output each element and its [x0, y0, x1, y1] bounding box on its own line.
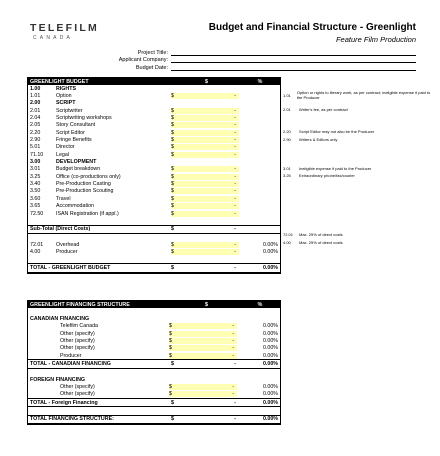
financing-percent: 0.00%: [262, 323, 278, 330]
note-code: 2.90: [283, 136, 291, 142]
financing-source: Other (specify): [60, 338, 95, 345]
budget-code: 2.05: [30, 122, 41, 129]
budget-description: Office (co-productions only): [56, 173, 121, 180]
total-budget-percent: 0.00%: [262, 264, 278, 271]
budget-description: Accommodation: [56, 203, 94, 210]
financing-amount-cell[interactable]: -: [173, 323, 237, 329]
budget-header: [28, 78, 280, 85]
budget-amount-cell[interactable]: -: [175, 188, 239, 194]
note-code: 4.00: [283, 239, 291, 245]
budget-line-row: [28, 85, 280, 92]
note-code: 2.01: [283, 107, 291, 113]
note-text: Writers & Editors only: [299, 136, 338, 142]
spacer: [28, 308, 280, 315]
project-title-field[interactable]: [171, 49, 416, 56]
budget-description: SCRIPT: [56, 100, 76, 107]
budget-line-row: [28, 100, 280, 107]
financing-header-currency: $: [205, 301, 208, 308]
overhead-row: [28, 241, 280, 248]
budget-line-row: [28, 188, 280, 195]
note-code: 72.01: [283, 232, 294, 238]
note-text: Script Editor may not also be the Producer: [299, 129, 375, 135]
total-financing-percent: 0.00%: [262, 416, 278, 423]
financing-percent: 0.00%: [262, 384, 278, 391]
financing-row: [28, 337, 280, 344]
budget-code: 3.65: [30, 203, 41, 210]
financing-source: Other (specify): [60, 330, 95, 337]
foreign-total-percent: 0.00%: [262, 399, 278, 406]
budget-description: Director: [56, 144, 75, 151]
subtotal-amount: -: [234, 226, 236, 233]
financing-currency: $: [169, 338, 172, 345]
budget-currency: $: [171, 181, 174, 188]
budget-line-row: [28, 210, 280, 217]
note-text: Option or rights to literary work, as per contract; ineligible expense if paid to the Producer: [296, 90, 431, 101]
budget-note: [283, 165, 433, 172]
budget-note: [283, 128, 433, 135]
foreign-financing-title-row: [28, 376, 280, 383]
budget-line-row: [28, 92, 280, 99]
financing-source: Other (specify): [60, 384, 95, 391]
note-code: 1.01: [283, 92, 291, 98]
budget-header-title: GREENLIGHT BUDGET: [30, 78, 89, 85]
budget-description: Pre-Production Scouting: [56, 188, 114, 195]
subtotal-label: Sub-Total (Direct Costs): [30, 226, 91, 233]
subtotal-currency: $: [171, 226, 174, 233]
total-financing-amount: -: [234, 416, 236, 423]
budget-note: [283, 135, 433, 142]
financing-source: Other (specify): [60, 391, 95, 398]
financing-percent: 0.00%: [262, 330, 278, 337]
budget-code: 71.10: [30, 151, 44, 158]
budget-description: Script Editor: [56, 129, 85, 136]
budget-line-row: [28, 203, 280, 210]
canadian-financing-title: CANADIAN FINANCING: [30, 316, 90, 323]
applicant-company-field[interactable]: [171, 56, 416, 63]
note-text: Ineligible expense if paid to the Producer: [299, 166, 372, 172]
budget-code: 3.01: [30, 166, 41, 173]
budget-currency: $: [171, 137, 174, 144]
total-budget-currency: $: [171, 264, 174, 271]
budget-currency: $: [171, 115, 174, 122]
budget-line-row: [28, 173, 280, 180]
budget-amount-cell[interactable]: -: [175, 130, 239, 136]
note-text: Extraordinary phone/fax/courier: [299, 173, 355, 179]
financing-source: Telefilm Canada: [60, 323, 98, 330]
note-text: Writer's fee, as per contract: [299, 107, 348, 113]
total-budget-amount: -: [234, 264, 236, 271]
financing-amount-cell[interactable]: -: [173, 353, 237, 359]
spacer: [28, 217, 280, 224]
foreign-total-label: TOTAL - Foreign Financing: [30, 399, 98, 406]
overhead-amount-cell[interactable]: -: [175, 249, 239, 255]
budget-code: 5.01: [30, 144, 41, 151]
total-budget-label: TOTAL - GREENLIGHT BUDGET: [30, 264, 111, 271]
budget-note: [283, 238, 433, 245]
budget-amount-cell[interactable]: -: [175, 137, 239, 143]
financing-percent: 0.00%: [262, 391, 278, 398]
canadian-total-amount: -: [234, 361, 236, 368]
logo-wordmark: TELEFILM: [30, 22, 99, 34]
financing-header: [28, 301, 280, 308]
financing-row: [28, 391, 280, 398]
financing-currency: $: [169, 391, 172, 398]
budget-amount-cell[interactable]: -: [175, 152, 239, 158]
overhead-currency: $: [171, 241, 174, 248]
note-code: 3.25: [283, 173, 291, 179]
financing-currency: $: [169, 345, 172, 352]
budget-note: [283, 231, 433, 238]
budget-description: Scriptwriting workshops: [56, 115, 112, 122]
document-header: [209, 22, 416, 44]
financing-currency: $: [169, 323, 172, 330]
financing-currency: $: [169, 352, 172, 359]
budget-header-currency: $: [205, 78, 208, 85]
spacer: [28, 256, 280, 263]
overhead-percent: 0.00%: [262, 249, 278, 256]
budget-description: RIGHTS: [56, 85, 77, 92]
foreign-financing-rows: [28, 383, 280, 398]
page-subtitle: Feature Film Production: [335, 35, 416, 44]
overhead-description: Producer: [56, 249, 78, 256]
budget-line-row: [28, 166, 280, 173]
budget-currency: $: [171, 144, 174, 151]
applicant-company-row: [40, 56, 416, 64]
budget-line-row: [28, 129, 280, 136]
budget-currency: $: [171, 188, 174, 195]
financing-amount-cell[interactable]: -: [173, 384, 237, 390]
budget-description: Legal: [56, 151, 69, 158]
budget-rows: [28, 85, 280, 217]
budget-amount-cell[interactable]: -: [175, 166, 239, 172]
financing-currency: $: [169, 330, 172, 337]
budget-description: Pre-Production Casting: [56, 181, 111, 188]
budget-code: 2.20: [30, 129, 41, 136]
budget-currency: $: [171, 93, 174, 100]
canadian-total-currency: $: [171, 361, 174, 368]
budget-amount-cell[interactable]: -: [175, 108, 239, 114]
financing-amount-cell[interactable]: -: [173, 331, 237, 337]
budget-currency: $: [171, 203, 174, 210]
financing-structure-table: [27, 300, 281, 425]
budget-amount-cell[interactable]: -: [175, 181, 239, 187]
budget-code: 2.00: [30, 100, 41, 107]
budget-currency: $: [171, 122, 174, 129]
overhead-code: 72.01: [30, 241, 44, 248]
budget-currency: $: [171, 173, 174, 180]
budget-code: 2.90: [30, 137, 41, 144]
overhead-amount-cell[interactable]: -: [175, 242, 239, 248]
budget-code: 72.50: [30, 210, 44, 217]
financing-source: Other (specify): [60, 345, 95, 352]
budget-amount-cell[interactable]: -: [175, 122, 239, 128]
budget-date-field[interactable]: [171, 64, 416, 71]
spacer: [28, 234, 280, 241]
budget-currency: $: [171, 151, 174, 158]
note-code: 2.20: [283, 129, 291, 135]
budget-amount-cell[interactable]: -: [175, 144, 239, 150]
budget-date-label: Budget Date:: [135, 64, 168, 71]
overhead-description: Overhead: [56, 241, 80, 248]
financing-currency: $: [169, 384, 172, 391]
budget-line-row: [28, 114, 280, 121]
canadian-financing-title-row: [28, 315, 280, 322]
spacer: [28, 407, 280, 414]
foreign-total-row: [28, 398, 280, 407]
budget-description: ISAN Registration (if appl.): [56, 210, 119, 217]
total-budget-row: [28, 263, 280, 272]
page-title: Budget and Financial Structure - Greenlight: [208, 22, 416, 33]
spacer: [28, 369, 280, 376]
budget-code: 3.60: [30, 195, 41, 202]
budget-line-row: [28, 151, 280, 158]
foreign-total-amount: -: [234, 399, 236, 406]
budget-description: Scriptwriter: [56, 107, 83, 114]
financing-row: [28, 383, 280, 390]
budget-description: Fringe Benefits: [56, 137, 92, 144]
greenlight-budget-table: [27, 77, 281, 274]
canadian-financing-rows: [28, 323, 280, 360]
budget-note: [283, 172, 433, 179]
total-financing-label: TOTAL FINANCING STRUCTURE:: [30, 416, 114, 423]
applicant-company-label: Applicant Company:: [118, 57, 168, 63]
financing-amount-cell[interactable]: -: [173, 345, 237, 351]
budget-code: 3.00: [30, 159, 41, 166]
financing-percent: 0.00%: [262, 352, 278, 359]
logo-subtitle: CANADA: [33, 35, 74, 41]
budget-note: [283, 90, 433, 101]
note-text: Max. 25% of direct costs: [299, 232, 343, 238]
financing-row: [28, 330, 280, 337]
financing-header-title: GREENLIGHT FINANCING STRUCTURE: [30, 301, 130, 308]
budget-code: 3.25: [30, 173, 41, 180]
telefilm-logo: [30, 22, 99, 41]
project-info: [40, 48, 416, 71]
budget-note: [283, 106, 433, 113]
budget-line-row: [28, 107, 280, 114]
budget-code: 3.50: [30, 188, 41, 195]
canadian-total-label: TOTAL - CANADIAN FINANCING: [30, 361, 111, 368]
budget-amount-cell[interactable]: -: [175, 211, 239, 217]
total-financing-row: [28, 415, 280, 424]
budget-code: 1.00: [30, 85, 41, 92]
overhead-code: 4.00: [30, 249, 41, 256]
overhead-percent: 0.00%: [262, 241, 278, 248]
budget-line-row: [28, 144, 280, 151]
budget-description: Story Consultant: [56, 122, 96, 129]
budget-currency: $: [171, 129, 174, 136]
budget-amount-cell[interactable]: -: [175, 196, 239, 202]
budget-line-row: [28, 136, 280, 143]
overhead-rows: [28, 241, 280, 256]
overhead-row: [28, 249, 280, 256]
budget-currency: $: [171, 166, 174, 173]
financing-amount-cell[interactable]: -: [173, 338, 237, 344]
project-title-row: [40, 48, 416, 56]
note-code: 3.01: [283, 166, 291, 172]
note-text: Max. 25% of direct costs: [299, 239, 343, 245]
financing-source: Producer: [60, 352, 82, 359]
financing-percent: 0.00%: [262, 338, 278, 345]
project-title-label: Project Title:: [137, 49, 168, 56]
budget-line-row: [28, 158, 280, 165]
foreign-financing-title: FOREIGN FINANCING: [30, 376, 86, 383]
budget-code: 1.01: [30, 93, 41, 100]
canadian-total-row: [28, 359, 280, 368]
budget-currency: $: [171, 210, 174, 217]
budget-description: DEVELOPMENT: [56, 159, 97, 166]
budget-amount-cell[interactable]: -: [175, 115, 239, 121]
budget-code: 3.40: [30, 181, 41, 188]
subtotal-row: [28, 225, 280, 234]
financing-percent: 0.00%: [262, 345, 278, 352]
financing-amount-cell[interactable]: -: [173, 391, 237, 397]
budget-line-row: [28, 195, 280, 202]
foreign-total-currency: $: [171, 399, 174, 406]
financing-row: [28, 352, 280, 359]
overhead-currency: $: [171, 249, 174, 256]
budget-date-row: [40, 63, 416, 71]
budget-code: 2.01: [30, 107, 41, 114]
budget-description: Option: [56, 93, 72, 100]
canadian-total-percent: 0.00%: [262, 361, 278, 368]
financing-row: [28, 345, 280, 352]
budget-code: 2.04: [30, 115, 41, 122]
budget-amount-cell[interactable]: -: [175, 174, 239, 180]
budget-description: Budget breakdown: [56, 166, 101, 173]
budget-header-percent: %: [257, 78, 263, 85]
budget-currency: $: [171, 107, 174, 114]
budget-line-row: [28, 122, 280, 129]
budget-amount-cell[interactable]: -: [175, 203, 239, 209]
budget-description: Travel: [56, 195, 71, 202]
financing-row: [28, 323, 280, 330]
budget-line-row: [28, 180, 280, 187]
budget-currency: $: [171, 195, 174, 202]
financing-header-percent: %: [257, 301, 263, 308]
total-financing-currency: $: [171, 416, 174, 423]
budget-amount-cell[interactable]: -: [175, 93, 239, 99]
